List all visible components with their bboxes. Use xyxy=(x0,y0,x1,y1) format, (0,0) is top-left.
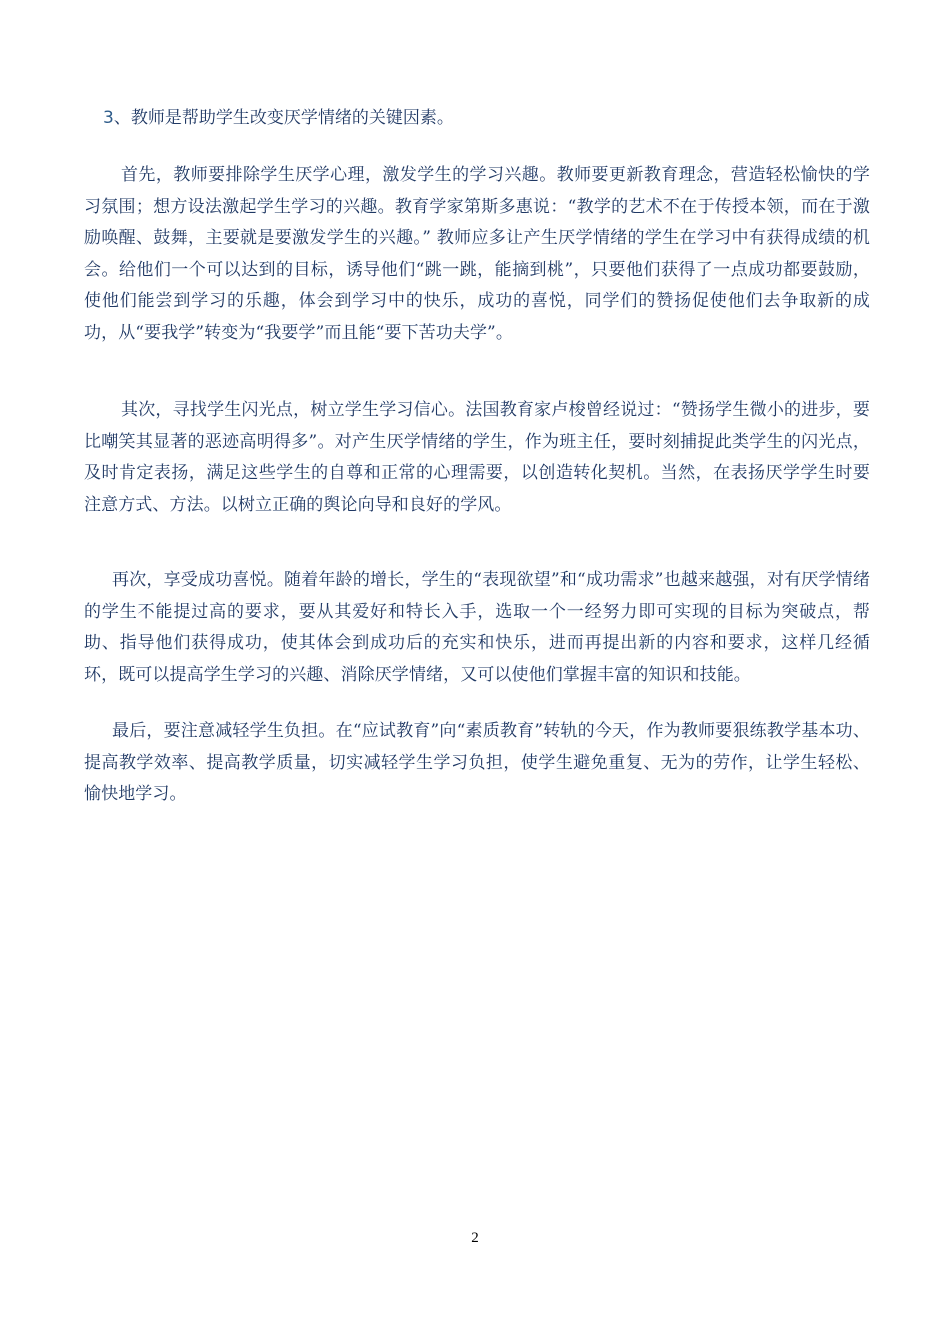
section-heading xyxy=(103,103,863,133)
paragraph-second: 其次，寻找学生闪光点，树立学生学习信心。法国教育家卢梭曾经说过：“赞扬学生微小的进步，要比嘲笑其显著的恶迹高明得多”。对产生厌学情绪的学生，作为班主任，要时刻捕捉此类学生的闪光点，及时肯定表扬，满足这些学生的自尊和正常的心理需要，以创造转化契机。当然，在表扬厌学学生时要注意方式、方法。以树立正确的舆论向导和良好的学风。 xyxy=(84,400,870,515)
page-number: 2 xyxy=(471,1230,479,1246)
section-number: 3 xyxy=(103,108,114,128)
paragraph-third: 再次，享受成功喜悦。随着年龄的增长，学生的“表现欲望”和“成功需求”也越来越强，对有厌学情绪的学生不能提过高的要求，要从其爱好和特长入手，选取一个一经努力即可实现的目标为突破点，帮助、指导他们获得成功，使其体会到成功后的充实和快乐，进而再提出新的内容和要求，这样几经循环，既可以提高学生学习的兴趣、消除厌学情绪，又可以使他们掌握丰富的知识和技能。 xyxy=(84,570,870,685)
section-heading-text: 、教师是帮助学生改变厌学情绪的关键因素。 xyxy=(113,108,454,128)
paragraph-fourth: 最后，要注意减轻学生负担。在“应试教育”向“素质教育”转轨的今天，作为教师要狠练教学基本功、提高教学效率、提高教学质量，切实减轻学生学习负担，使学生避免重复、无为的劳作，让学生轻松、愉快地学习。 xyxy=(84,721,870,805)
paragraph-first: 首先，教师要排除学生厌学心理，激发学生的学习兴趣。教师要更新教育理念，营造轻松愉快的学习氛围；想方设法激起学生学习的兴趣。教育学家第斯多惠说：“教学的艺术不在于传授本领，而在于激励唤醒、鼓舞，主要就是要激发学生的兴趣。” 教师应多让产生厌学情绪的学生在学习中有获得成绩的机会。给他们一个可以达到的目标，诱导他们“跳一跳，能摘到桃”，只要他们获得了一点成功都要鼓励，使他们能尝到学习的乐趣，体会到学习中的快乐，成功的喜悦，同学们的赞扬促使他们去争取新的成功，从“要我学”转变为“我要学”而且能“要下苦功夫学”。 xyxy=(84,165,870,343)
